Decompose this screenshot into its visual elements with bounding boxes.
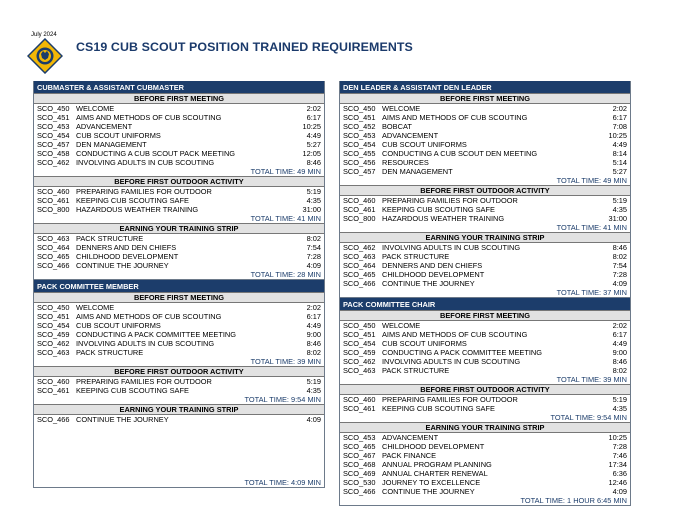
blank-row [34, 469, 324, 478]
course-row [340, 122, 630, 131]
course-name: KEEPING CUB SCOUTING SAFE [382, 404, 495, 413]
group-subtitle: EARNING YOUR TRAINING STRIP [34, 223, 324, 234]
course-row [34, 303, 324, 312]
course-time: 8:02 [612, 366, 627, 375]
course-time: 5:14 [612, 158, 627, 167]
course-row [340, 460, 630, 469]
course-name: INVOLVING ADULTS IN CUB SCOUTING [76, 339, 215, 348]
course-name: KEEPING CUB SCOUTING SAFE [76, 386, 189, 395]
course-time: 8:02 [306, 348, 321, 357]
course-name: DEN MANAGEMENT [382, 167, 453, 176]
course-name: CONDUCTING A PACK COMMITTEE MEETING [76, 330, 237, 339]
section-pack-committee-member [33, 280, 325, 488]
course-name: ADVANCEMENT [382, 131, 439, 140]
course-code: SCO_454 [37, 321, 70, 330]
course-time: 8:02 [612, 252, 627, 261]
course-row [34, 261, 324, 270]
course-name: HAZARDOUS WEATHER TRAINING [76, 205, 199, 214]
course-row [34, 149, 324, 158]
course-code: SCO_462 [37, 158, 70, 167]
course-row [340, 469, 630, 478]
course-code: SCO_450 [37, 104, 70, 113]
course-row [34, 196, 324, 205]
course-time: 4:09 [306, 261, 321, 270]
course-name: CHILDHOOD DEVELOPMENT [382, 442, 485, 451]
course-row [34, 386, 324, 395]
course-name: CONDUCTING A CUB SCOUT PACK MEETING [76, 149, 236, 158]
course-time: 12:05 [302, 149, 321, 158]
group-total-time: TOTAL TIME: 49 MIN [250, 167, 321, 176]
group-subtitle: BEFORE FIRST OUTDOOR ACTIVITY [340, 185, 630, 196]
course-name: AIMS AND METHODS OF CUB SCOUTING [76, 312, 222, 321]
course-name: PREPARING FAMILIES FOR OUTDOOR [76, 377, 212, 386]
course-name: CUB SCOUT UNIFORMS [76, 321, 161, 330]
course-code: SCO_454 [37, 131, 70, 140]
course-time: 8:46 [612, 243, 627, 252]
course-name: HAZARDOUS WEATHER TRAINING [382, 214, 505, 223]
course-name: PACK FINANCE [382, 451, 437, 460]
course-row [340, 149, 630, 158]
section-title: PACK COMMITTEE CHAIR [340, 298, 630, 310]
course-code: SCO_461 [37, 386, 70, 395]
course-row [340, 487, 630, 496]
course-code: SCO_466 [343, 279, 376, 288]
course-time: 7:54 [612, 261, 627, 270]
course-row [34, 158, 324, 167]
course-row [340, 478, 630, 487]
section-cubmaster [33, 81, 325, 280]
course-time: 10:25 [608, 433, 627, 442]
course-row [34, 377, 324, 386]
group-total-time: TOTAL TIME: 39 MIN [556, 375, 627, 384]
course-time: 4:35 [306, 196, 321, 205]
course-time: 9:00 [306, 330, 321, 339]
group-subtitle: BEFORE FIRST MEETING [34, 93, 324, 104]
group-total-time: TOTAL TIME: 49 MIN [556, 176, 627, 185]
course-name: ADVANCEMENT [382, 433, 439, 442]
course-code: SCO_457 [343, 167, 376, 176]
course-time: 6:17 [306, 312, 321, 321]
course-row [34, 187, 324, 196]
course-time: 2:02 [612, 104, 627, 113]
course-row [340, 357, 630, 366]
course-time: 6:36 [612, 469, 627, 478]
course-time: 2:02 [612, 321, 627, 330]
course-name: PACK STRUCTURE [382, 366, 450, 375]
course-name: PREPARING FAMILIES FOR OUTDOOR [76, 187, 212, 196]
course-code: SCO_460 [37, 377, 70, 386]
cub-scouts-logo [27, 38, 63, 74]
course-code: SCO_454 [343, 140, 376, 149]
course-name: CUB SCOUT UNIFORMS [76, 131, 161, 140]
course-time: 8:14 [612, 149, 627, 158]
course-code: SCO_462 [37, 339, 70, 348]
course-time: 8:46 [306, 158, 321, 167]
course-time: 7:28 [612, 442, 627, 451]
course-code: SCO_466 [37, 261, 70, 270]
course-time: 17:34 [608, 460, 627, 469]
group-total-time: TOTAL TIME: 37 MIN [556, 288, 627, 297]
course-code: SCO_451 [343, 113, 376, 122]
course-row [34, 312, 324, 321]
course-code: SCO_460 [343, 395, 376, 404]
course-name: KEEPING CUB SCOUTING SAFE [76, 196, 189, 205]
course-code: SCO_453 [37, 122, 70, 131]
course-time: 7:46 [612, 451, 627, 460]
course-time: 8:46 [306, 339, 321, 348]
course-name: PACK STRUCTURE [382, 252, 450, 261]
course-code: SCO_459 [37, 330, 70, 339]
group-subtitle: BEFORE FIRST MEETING [340, 310, 630, 321]
course-row [340, 196, 630, 205]
course-code: SCO_450 [343, 104, 376, 113]
document-date: July 2024 [31, 32, 57, 38]
course-name: AIMS AND METHODS OF CUB SCOUTING [382, 113, 528, 122]
course-row [340, 113, 630, 122]
group-total-time: TOTAL TIME: 1 HOUR 6:45 MIN [520, 496, 627, 505]
blank-row [34, 460, 324, 469]
course-name: CONDUCTING A PACK COMMITTEE MEETING [382, 348, 543, 357]
course-row [34, 131, 324, 140]
blank-row [34, 442, 324, 451]
course-code: SCO_465 [37, 252, 70, 261]
course-code: SCO_464 [37, 243, 70, 252]
course-code: SCO_454 [343, 339, 376, 348]
course-name: CUB SCOUT UNIFORMS [382, 339, 467, 348]
course-code: SCO_463 [343, 252, 376, 261]
course-code: SCO_462 [343, 243, 376, 252]
course-code: SCO_456 [343, 158, 376, 167]
group-subtitle: EARNING YOUR TRAINING STRIP [34, 404, 324, 415]
course-time: 4:49 [306, 131, 321, 140]
course-row [34, 321, 324, 330]
course-name: AIMS AND METHODS OF CUB SCOUTING [76, 113, 222, 122]
course-code: SCO_457 [37, 140, 70, 149]
course-time: 4:09 [612, 487, 627, 496]
course-time: 10:25 [302, 122, 321, 131]
group-subtitle: BEFORE FIRST OUTDOOR ACTIVITY [34, 366, 324, 377]
course-time: 8:02 [306, 234, 321, 243]
course-name: AIMS AND METHODS OF CUB SCOUTING [382, 330, 528, 339]
course-row [340, 348, 630, 357]
course-name: RESOURCES [382, 158, 429, 167]
course-time: 7:28 [306, 252, 321, 261]
course-row [34, 252, 324, 261]
course-code: SCO_463 [343, 366, 376, 375]
course-time: 8:46 [612, 357, 627, 366]
course-code: SCO_460 [343, 196, 376, 205]
course-time: 4:35 [306, 386, 321, 395]
group-total-time: TOTAL TIME: 39 MIN [250, 357, 321, 366]
course-name: WELCOME [76, 303, 115, 312]
course-code: SCO_468 [343, 460, 376, 469]
course-time: 6:17 [306, 113, 321, 122]
course-row [34, 243, 324, 252]
course-name: DENNERS AND DEN CHIEFS [76, 243, 177, 252]
section-title: DEN LEADER & ASSISTANT DEN LEADER [340, 81, 630, 93]
course-code: SCO_450 [37, 303, 70, 312]
course-row [340, 243, 630, 252]
group-total-time: TOTAL TIME: 28 MIN [250, 270, 321, 279]
course-name: ANNUAL CHARTER RENEWAL [382, 469, 488, 478]
course-row [34, 122, 324, 131]
section-title: CUBMASTER & ASSISTANT CUBMASTER [34, 81, 324, 93]
course-name: CHILDHOOD DEVELOPMENT [76, 252, 179, 261]
course-code: SCO_458 [37, 149, 70, 158]
course-name: BOBCAT [382, 122, 412, 131]
course-code: SCO_800 [37, 205, 70, 214]
course-row [340, 131, 630, 140]
course-time: 2:02 [306, 303, 321, 312]
course-row [340, 330, 630, 339]
course-code: SCO_467 [343, 451, 376, 460]
course-row [340, 366, 630, 375]
course-time: 5:19 [306, 187, 321, 196]
section-title: PACK COMMITTEE MEMBER [34, 280, 324, 292]
course-row [340, 433, 630, 442]
course-time: 9:00 [612, 348, 627, 357]
course-time: 6:17 [612, 113, 627, 122]
course-name: INVOLVING ADULTS IN CUB SCOUTING [76, 158, 215, 167]
course-row [340, 321, 630, 330]
course-row [34, 140, 324, 149]
course-name: ADVANCEMENT [76, 122, 133, 131]
group-subtitle: BEFORE FIRST MEETING [340, 93, 630, 104]
group-subtitle: BEFORE FIRST MEETING [34, 292, 324, 303]
section-den-leader [339, 81, 631, 298]
course-time: 4:49 [612, 339, 627, 348]
course-name: CHILDHOOD DEVELOPMENT [382, 270, 485, 279]
course-time: 12:46 [608, 478, 627, 487]
course-time: 31:00 [302, 205, 321, 214]
course-code: SCO_530 [343, 478, 376, 487]
course-code: SCO_465 [343, 442, 376, 451]
course-time: 4:35 [612, 205, 627, 214]
course-code: SCO_466 [343, 487, 376, 496]
section-pack-committee-chair [339, 298, 631, 506]
left-column [33, 81, 325, 488]
course-time: 5:19 [306, 377, 321, 386]
course-code: SCO_461 [343, 404, 376, 413]
course-time: 4:09 [306, 415, 321, 424]
course-name: CONTINUE THE JOURNEY [382, 279, 475, 288]
course-row [340, 252, 630, 261]
course-name: INVOLVING ADULTS IN CUB SCOUTING [382, 357, 521, 366]
course-code: SCO_466 [37, 415, 70, 424]
course-name: ANNUAL PROGRAM PLANNING [382, 460, 492, 469]
course-time: 7:28 [612, 270, 627, 279]
course-code: SCO_453 [343, 433, 376, 442]
course-name: KEEPING CUB SCOUTING SAFE [382, 205, 495, 214]
course-time: 2:02 [306, 104, 321, 113]
course-code: SCO_453 [343, 131, 376, 140]
course-time: 31:00 [608, 214, 627, 223]
group-subtitle: BEFORE FIRST OUTDOOR ACTIVITY [340, 384, 630, 395]
course-time: 4:49 [306, 321, 321, 330]
course-name: CONTINUE THE JOURNEY [76, 261, 169, 270]
blank-row [34, 433, 324, 442]
group-total-time: TOTAL TIME: 41 MIN [250, 214, 321, 223]
course-row [340, 442, 630, 451]
course-name: PACK STRUCTURE [76, 348, 144, 357]
course-name: DEN MANAGEMENT [76, 140, 147, 149]
course-row [340, 214, 630, 223]
group-subtitle: EARNING YOUR TRAINING STRIP [340, 232, 630, 243]
course-code: SCO_462 [343, 357, 376, 366]
course-time: 7:54 [306, 243, 321, 252]
course-row [340, 395, 630, 404]
course-name: CUB SCOUT UNIFORMS [382, 140, 467, 149]
course-name: PREPARING FAMILIES FOR OUTDOOR [382, 196, 518, 205]
course-time: 5:19 [612, 196, 627, 205]
course-time: 10:25 [608, 131, 627, 140]
course-name: INVOLVING ADULTS IN CUB SCOUTING [382, 243, 521, 252]
group-total-time: TOTAL TIME: 4:09 MIN [244, 478, 321, 487]
course-row [340, 404, 630, 413]
course-name: CONTINUE THE JOURNEY [382, 487, 475, 496]
course-time: 4:49 [612, 140, 627, 149]
course-time: 6:17 [612, 330, 627, 339]
blank-row [34, 424, 324, 433]
course-row [34, 330, 324, 339]
course-code: SCO_455 [343, 149, 376, 158]
blank-row [34, 451, 324, 460]
course-row [340, 339, 630, 348]
course-code: SCO_463 [37, 234, 70, 243]
course-time: 4:09 [612, 279, 627, 288]
course-name: PREPARING FAMILIES FOR OUTDOOR [382, 395, 518, 404]
course-name: WELCOME [382, 321, 421, 330]
course-name: DENNERS AND DEN CHIEFS [382, 261, 483, 270]
course-row [340, 451, 630, 460]
course-code: SCO_463 [37, 348, 70, 357]
course-code: SCO_461 [343, 205, 376, 214]
group-total-time: TOTAL TIME: 9:54 MIN [244, 395, 321, 404]
course-code: SCO_452 [343, 122, 376, 131]
course-time: 5:19 [612, 395, 627, 404]
page-title: CS19 CUB SCOUT POSITION TRAINED REQUIREMENTS [76, 40, 413, 54]
course-name: CONDUCTING A CUB SCOUT DEN MEETING [382, 149, 538, 158]
course-row [34, 234, 324, 243]
course-code: SCO_469 [343, 469, 376, 478]
course-row [34, 113, 324, 122]
course-row [34, 415, 324, 424]
group-subtitle: EARNING YOUR TRAINING STRIP [340, 422, 630, 433]
course-name: PACK STRUCTURE [76, 234, 144, 243]
course-code: SCO_800 [343, 214, 376, 223]
course-row [340, 279, 630, 288]
course-row [340, 167, 630, 176]
course-time: 4:35 [612, 404, 627, 413]
course-name: WELCOME [382, 104, 421, 113]
course-row [340, 205, 630, 214]
course-code: SCO_465 [343, 270, 376, 279]
course-row [340, 140, 630, 149]
right-column [339, 81, 631, 506]
group-total-time: TOTAL TIME: 9:54 MIN [550, 413, 627, 422]
course-row [340, 270, 630, 279]
course-time: 5:27 [612, 167, 627, 176]
course-time: 7:08 [612, 122, 627, 131]
course-row [340, 104, 630, 113]
group-subtitle: BEFORE FIRST OUTDOOR ACTIVITY [34, 176, 324, 187]
course-row [34, 348, 324, 357]
course-name: JOURNEY TO EXCELLENCE [382, 478, 481, 487]
course-row [34, 104, 324, 113]
course-row [340, 158, 630, 167]
course-code: SCO_451 [343, 330, 376, 339]
course-name: WELCOME [76, 104, 115, 113]
course-row [34, 339, 324, 348]
course-row [340, 261, 630, 270]
course-code: SCO_459 [343, 348, 376, 357]
course-code: SCO_460 [37, 187, 70, 196]
group-total-time: TOTAL TIME: 41 MIN [556, 223, 627, 232]
course-code: SCO_464 [343, 261, 376, 270]
course-code: SCO_451 [37, 113, 70, 122]
course-name: CONTINUE THE JOURNEY [76, 415, 169, 424]
course-code: SCO_451 [37, 312, 70, 321]
course-code: SCO_450 [343, 321, 376, 330]
course-row [34, 205, 324, 214]
course-code: SCO_461 [37, 196, 70, 205]
course-time: 5:27 [306, 140, 321, 149]
